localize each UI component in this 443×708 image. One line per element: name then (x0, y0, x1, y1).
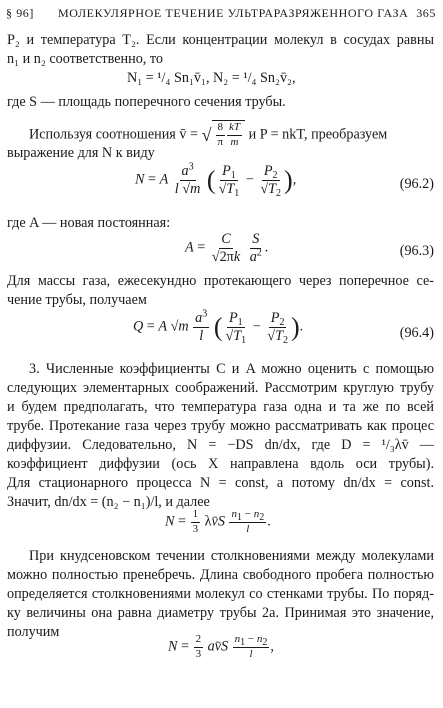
equation-96-3: A = $\frac{C}{√2\pi k}$ $\frac{S}{a^2}$ . (185, 231, 269, 265)
text-line: 3. Численные коэффициенты C и A можно оценить с помощью (29, 361, 434, 377)
text-fragment: Используя соотношения v̄ = (29, 126, 199, 143)
text-line: трубе. Протекание газа через трубу можно рассматривать как процес (7, 418, 434, 434)
text-line: где A — новая постоянная: (7, 215, 171, 231)
text-line: Для стационарного процесса N = const, а потому dn/dx = const. (7, 475, 434, 491)
text-line: ку величины она равна диаметру трубы 2a. Принимая это значение, (7, 605, 434, 621)
text-line: n₁ и n₂ соответственно, то (7, 51, 163, 67)
running-title: МОЛЕКУЛЯРНОЕ ТЕЧЕНИЕ УЛЬТРАРАЗРЯЖЕННОГО ГАЗА (58, 6, 409, 20)
text-line: где S — площадь поперечного сечения трубы. (7, 94, 286, 110)
equation-n-diffusion: N = $\frac{1}{3}$ λv̄S $\frac{n_1 - n_2}{l}$ . (165, 508, 271, 535)
text-line: выражение для N к виду (7, 145, 155, 161)
text-line: диффузии. Следовательно, N = −DS dn/dx, где D = ¹/₃λv̄ — (7, 437, 434, 453)
text-line: получим (7, 624, 60, 640)
text-line: Для массы газа, ежесекундно протекающего через поперечное се- (7, 273, 434, 289)
equation-number: (96.4) (399, 325, 434, 341)
text-line: следующих элементарных соображений. Рассмотрим круглую трубу (7, 380, 434, 396)
text-line: и будем предполагать, что температура газа одна и та же по всей (7, 399, 434, 415)
equation-96-2: N = A $\frac{a^3}{l √m}$ ( $\frac{P_1}{√T_1}$ − $\frac{P_2}{√T_2}$ ), (135, 161, 297, 199)
equation-n-knudsen: N = $\frac{2}{3}$ av̄S $\frac{n_1 - n_2}{l}$ , (168, 633, 274, 660)
text-line: При кнудсеновском течении столкновениями между молекулами (29, 548, 434, 564)
text-line: можно полностью пренебречь. Длина свободного пробега полностью (7, 567, 434, 583)
text-line: Используя соотношения v̄ = √ $\frac{8}{\pi}$ $\frac{kT}{m}$ и P = nkT, преобразуем (29, 121, 388, 148)
text-fragment: и P = nkT, преобразуем (248, 126, 388, 143)
equation-96-4: Q = A √m $\frac{a^3}{l}$ ( $\frac{P_1}{√T_1}$ − $\frac{P_2}{√T_2}$ ). (133, 308, 304, 346)
page-number: 365 (416, 6, 436, 20)
text-line: определяется столкновениями молекул со стенками трубы. По поряд- (7, 586, 434, 602)
equation-number: (96.3) (399, 243, 434, 259)
equation-number: (96.2) (399, 176, 434, 192)
text-line: Значит, dn/dx = (n₂ − n₁)/l, и далее (7, 494, 210, 510)
section-ref: § 96] (6, 6, 34, 20)
text-line: коэффициент диффузии (ось X направлена вдоль оси трубы). (7, 456, 434, 472)
text-line: чение трубы, получаем (7, 292, 147, 308)
equation-n1-n2: N₁ = ¹/₄ Sn₁v̄₁, N₂ = ¹/₄ Sn₂v̄₂, (127, 70, 296, 86)
text-line: P₂ и температура T₂. Если концентрации молекул в сосудах равны (7, 32, 434, 48)
